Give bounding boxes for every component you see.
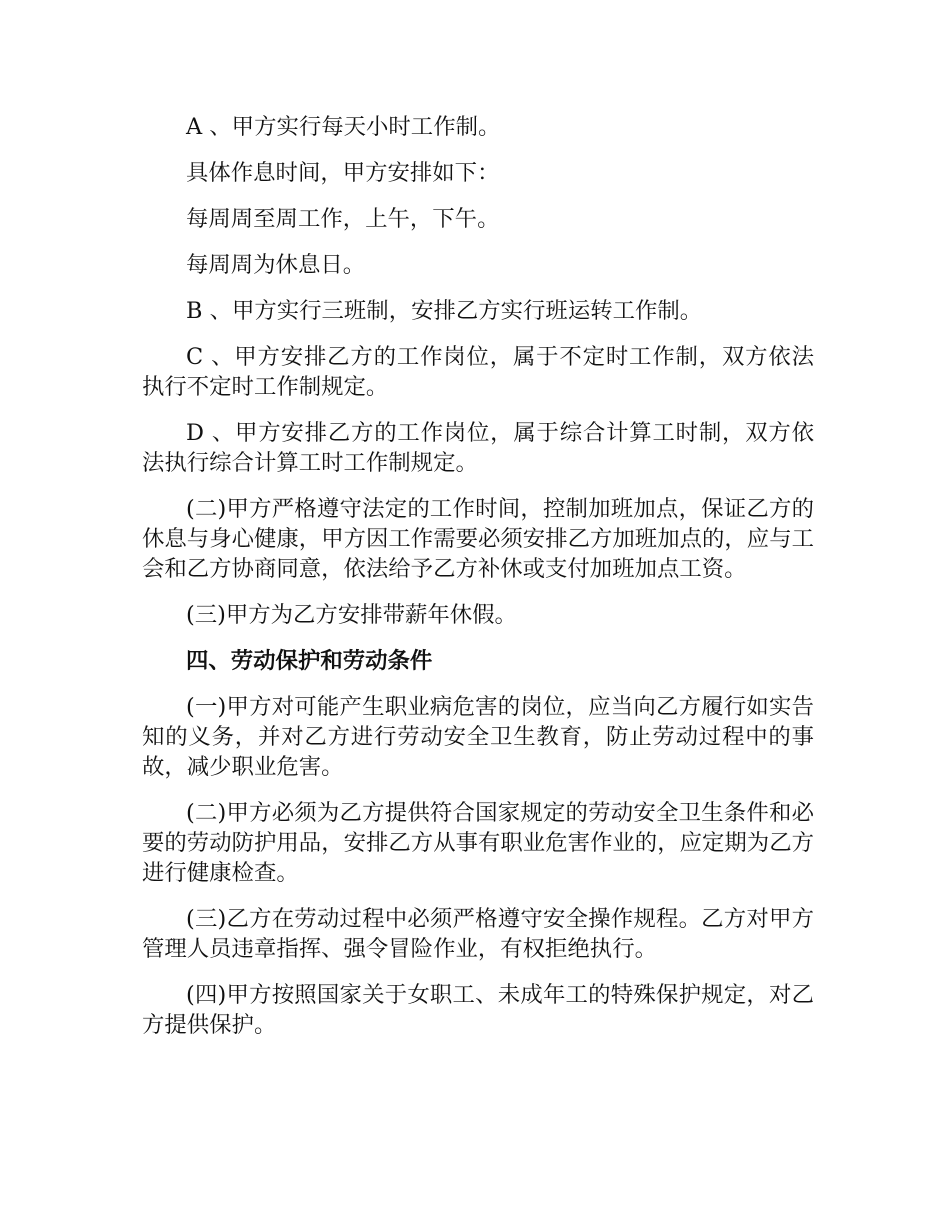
- clause-b-shift-system: B 、甲方实行三班制，安排乙方实行班运转工作制。: [186, 298, 703, 324]
- section-3-item-2-overtime: (二)甲方严格遵守法定的工作时间，控制加班加点，保证乙方的休息与身心健康，甲方因工作需要必须安排乙方加班加点的，应与工会和乙方协商同意，依法给予乙方补休或支付加班加点工资。: [142, 496, 814, 582]
- section-4-item-1: (一)甲方对可能产生职业病危害的岗位，应当向乙方履行如实告知的义务，并对乙方进行劳动安全卫生教育，防止劳动过程中的事故，减少职业危害。: [142, 694, 814, 780]
- section-3-item-3-paid-leave: (三)甲方为乙方安排带薪年休假。: [186, 602, 517, 628]
- section-4-heading: 四、劳动保护和劳动条件: [186, 648, 433, 674]
- clause-c-flexible-hours: C 、甲方安排乙方的工作岗位，属于不定时工作制，双方依法执行不定时工作制规定。: [142, 344, 814, 400]
- weekly-rest-day: 每周周为休息日。: [186, 252, 366, 278]
- section-4-item-4: (四)甲方按照国家关于女职工、未成年工的特殊保护规定，对乙方提供保护。: [142, 982, 814, 1038]
- section-4-item-2: (二)甲方必须为乙方提供符合国家规定的劳动安全卫生条件和必要的劳动防护用品，安排乙方从事有职业危害作业的，应定期为乙方进行健康检查。: [142, 800, 814, 886]
- clause-a-daily-hours: A 、甲方实行每天小时工作制。: [186, 114, 501, 140]
- weekly-work-days: 每周周至周工作，上午，下午。: [186, 206, 500, 232]
- schedule-intro: 具体作息时间，甲方安排如下：: [186, 160, 500, 186]
- section-4-item-3: (三)乙方在劳动过程中必须严格遵守安全操作规程。乙方对甲方管理人员违章指挥、强令冒险作业，有权拒绝执行。: [142, 906, 814, 962]
- clause-d-comprehensive-hours: D 、甲方安排乙方的工作岗位，属于综合计算工时制，双方依法执行综合计算工时工作制规定。: [142, 420, 814, 476]
- document-body: [142, 112, 814, 1056]
